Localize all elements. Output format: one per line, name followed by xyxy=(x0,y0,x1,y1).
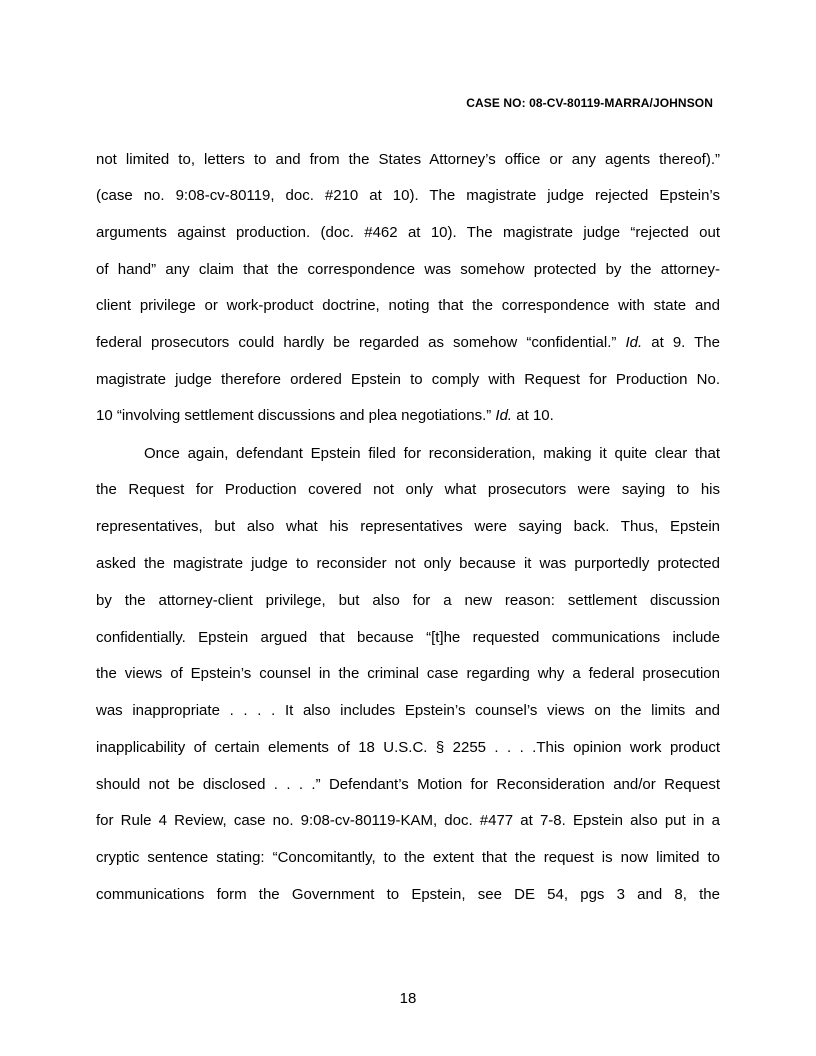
text-line: should not be disclosed . . . .” Defendant’s Motion for Reconsideration and/or Request xyxy=(96,776,720,793)
text-line: not limited to, letters to and from the States Attorney’s office or any agents thereof).” xyxy=(96,151,720,168)
text-line: asked the magistrate judge to reconsider not only because it was purportedly protected xyxy=(96,555,720,572)
text-line: magistrate judge therefore ordered Epstein to comply with Request for Production No. xyxy=(96,371,720,388)
text-line: arguments against production. (doc. #462 at 10). The magistrate judge “rejected out xyxy=(96,224,720,241)
text-line: client privilege or work-product doctrine, noting that the correspondence with state and xyxy=(96,297,720,314)
text-segment: federal prosecutors could hardly be regarded as somehow “confidential.” xyxy=(96,334,626,351)
page-number: 18 xyxy=(399,990,417,1007)
text-line: cryptic sentence stating: “Concomitantly, to the extent that the request is now limited to xyxy=(96,849,720,866)
text-line: for Rule 4 Review, case no. 9:08-cv-80119-KAM, doc. #477 at 7-8. Epstein also put in a xyxy=(96,812,720,829)
text-line: representatives, but also what his representatives were saying back. Thus, Epstein xyxy=(96,518,720,535)
text-line: was inappropriate . . . . It also includes Epstein’s counsel’s views on the limits and xyxy=(96,702,720,719)
text-line: communications form the Government to Epstein, see DE 54, pgs 3 and 8, the xyxy=(96,886,720,903)
id-citation: Id. xyxy=(625,334,643,351)
text-line: by the attorney-client privilege, but also for a new reason: settlement discussion xyxy=(96,592,720,609)
id-citation: Id. xyxy=(495,407,513,424)
text-line: of hand” any claim that the correspondence was somehow protected by the attorney- xyxy=(96,261,720,278)
text-line-with-citation xyxy=(96,407,720,425)
text-line-with-citation xyxy=(96,334,720,352)
text-segment: at 10. xyxy=(512,407,554,424)
text-line: confidentially. Epstein argued that because “[t]he requested communications include xyxy=(96,629,720,646)
text-line: (case no. 9:08-cv-80119, doc. #210 at 10). The magistrate judge rejected Epstein’s xyxy=(96,187,720,204)
case-number-header: CASE NO: 08-CV-80119-MARRA/JOHNSON xyxy=(466,96,713,110)
text-segment: 10 “involving settlement discussions and plea negotiations.” xyxy=(96,407,496,424)
text-line: inapplicability of certain elements of 18 U.S.C. § 2255 . . . .This opinion work product xyxy=(96,739,720,756)
text-line: the Request for Production covered not only what prosecutors were saying to his xyxy=(96,481,720,498)
text-line: the views of Epstein’s counsel in the criminal case regarding why a federal prosecution xyxy=(96,665,720,682)
text-segment: at 9. The xyxy=(642,334,720,351)
text-line: Once again, defendant Epstein filed for reconsideration, making it quite clear that xyxy=(144,445,720,462)
